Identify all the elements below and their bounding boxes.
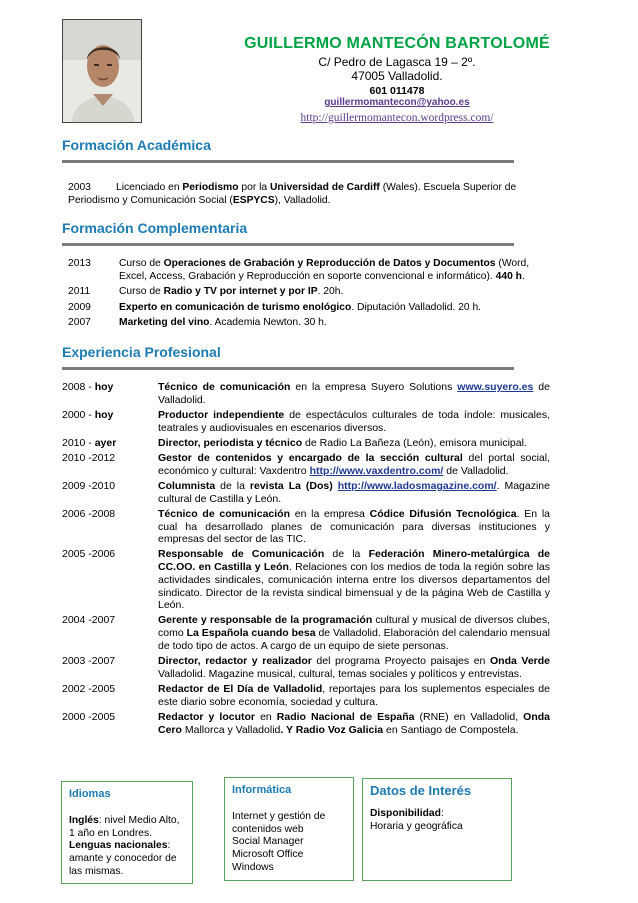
job-dates: 2009 -2010 (62, 479, 116, 492)
website-link[interactable]: http://guillermomantecon.wordpress.com/ (300, 111, 494, 124)
job-title: Gestor de contenidos y encargado de la sección cultural (158, 452, 463, 465)
text: de Radio La Bañeza (León), emisora municipal. (302, 436, 527, 449)
language-english (69, 815, 185, 841)
text: de Valladolid. Elaboración del calendario mensual de todo tipo de actos. A cargo de un equipo de siete personas. (158, 627, 551, 652)
interest-box (362, 778, 512, 881)
text: . Academia Newton. 30 h. (209, 317, 327, 329)
course-name: Operaciones de Grabación y Reproducción de Datos y Documentos (163, 258, 496, 269)
computing-title: Informática (232, 784, 292, 796)
list-item (68, 317, 550, 330)
text: : (440, 807, 444, 819)
text: ), Valladolid. (274, 194, 331, 206)
phone-number: 601 011478 (369, 84, 425, 97)
text: . Magazine cultural de Castilla y León. (158, 479, 550, 505)
job-text (158, 683, 550, 708)
job-text (158, 480, 550, 505)
text: . (521, 270, 525, 282)
job-dates (62, 437, 158, 450)
text: Curso de (119, 286, 164, 298)
text: Inglés (69, 814, 99, 826)
company-link[interactable]: http://www.vaxdentro.com/ (309, 464, 444, 477)
text: 2008 - (62, 381, 95, 393)
list-item (68, 286, 550, 299)
job-dates: 2003 -2007 (62, 655, 116, 668)
job-dates: 2010 -2012 (62, 452, 116, 465)
text: . En la cual ha desarrollado planes de comunicación para diversas instituciones y empresas del sector de las TIC. (158, 507, 550, 546)
address-line-2: 47005 Valladolid. (351, 68, 443, 83)
complementary-list (68, 258, 550, 333)
text: de Valladolid. (158, 381, 550, 406)
text: . Relaciones con los medios de toda la región sobre las actividades sindicales, comunicación interna entre los diversos departamentos del sindicato. Director de la revista sindical bimensual y de la página Web de Castilla y León. (158, 561, 550, 612)
job-title: Técnico de comunicación (158, 381, 291, 393)
list-item (62, 711, 550, 736)
list-item (62, 480, 550, 505)
text: Lenguas nacionales (69, 840, 168, 852)
text: en la empresa (290, 507, 370, 520)
course-name: Marketing del vino (119, 317, 210, 329)
text: en Santiago de Compostela. (383, 723, 519, 736)
academic-entry (68, 182, 550, 207)
text: Disponibilidad (370, 807, 441, 819)
text: de Valladolid. (443, 464, 509, 477)
list-item (62, 437, 550, 450)
job-title: Redactor de El Día de Valladolid (158, 682, 323, 695)
university: Universidad de Cardiff (269, 182, 380, 193)
job-title: Productor independiente (158, 408, 285, 421)
job-title: Técnico de comunicación (158, 507, 290, 520)
list-item (62, 614, 550, 652)
course-hours: 440 h (495, 270, 522, 282)
text: cultural y musical de diversos clubes, como (158, 614, 550, 640)
text: 2000 - (62, 408, 95, 421)
job-dates: 2006 -2008 (62, 507, 116, 520)
job-dates: 2004 -2007 (62, 614, 116, 627)
job-text (158, 508, 550, 546)
text: de espectáculos culturales de toda índole: musicales, teatrales y audiovisuales en escenarios diversos. (158, 408, 550, 434)
section-divider (62, 367, 514, 370)
interest-title: Datos de Interés (370, 783, 472, 798)
text: Mallorca y Valladolid (181, 723, 281, 736)
email-link[interactable]: guillermomantecon@yahoo.es (324, 97, 470, 109)
list-item (62, 683, 550, 708)
publication: revista La (Dos) (249, 479, 333, 492)
job-text (158, 711, 550, 736)
candidate-name: GUILLERMO MANTECÓN BARTOLOMÉ (244, 35, 550, 52)
course-year: 2009 (68, 301, 91, 313)
list-item (62, 655, 550, 680)
text: del programa Proyecto paisajes en (311, 655, 490, 668)
job-text (158, 655, 550, 680)
address-line-1: C/ Pedro de Lagasca 19 – 2º. (318, 54, 476, 69)
job-text (158, 548, 550, 612)
job-dates: 2000 -2005 (62, 710, 116, 723)
course-year: 2013 (68, 258, 91, 269)
text: en (255, 710, 277, 723)
text: (RNE) en Valladolid, (414, 710, 524, 723)
job-text (158, 437, 550, 450)
job-title: Director, redactor y realizador (158, 655, 312, 668)
text: en la empresa Suyero Solutions (290, 381, 458, 393)
company-link[interactable]: www.suyero.es (457, 381, 534, 393)
degree: Periodismo (182, 182, 239, 193)
job-text (158, 381, 550, 406)
language-national (69, 840, 185, 878)
course-text (119, 302, 550, 315)
course-year: 2011 (68, 286, 91, 298)
job-title: Columnista (158, 479, 216, 492)
job-dates (62, 409, 158, 434)
list-item (62, 381, 550, 406)
text: : nivel Medio Alto, 1 año en Londres. (69, 814, 180, 839)
computing-box (224, 777, 354, 881)
section-divider (62, 160, 514, 163)
text: del portal social, económico y cultural: Vaxdentro (158, 452, 550, 477)
text: Valladolid. Magazine musical, cultural, temas sociales y políticos y entrevistas. (158, 667, 522, 680)
text: (Wales). Escuela Superior de Periodismo y Comunicación Social ( (68, 182, 517, 206)
text: de la (324, 548, 369, 561)
text: (Word, Excel, Access, Grabación y Reproducción en soporte convencional e informático). (119, 258, 530, 282)
availability-value: Horaria y geográfica (370, 820, 463, 832)
computing-skill: Microsoft Office (232, 849, 304, 861)
section-title-complementary: Formación Complementaria (62, 220, 248, 236)
text: Licenciado en (116, 182, 183, 193)
computing-skill: Internet y gestión de contenidos web (232, 810, 326, 835)
text: : amante y conocedor de las mismas. (69, 840, 177, 877)
job-text (158, 614, 550, 652)
course-text (119, 286, 550, 299)
company-name: Radio Nacional de España (276, 710, 415, 723)
job-title: Director, periodista y técnico (158, 436, 303, 449)
list-item (62, 409, 550, 434)
experience-list (62, 381, 550, 739)
profile-photo (62, 19, 142, 123)
text: hoy (94, 381, 114, 393)
text: . 20h. (317, 286, 344, 298)
text: ayer (94, 436, 117, 449)
section-divider (62, 243, 514, 246)
company-name: . Y Radio Voz Galicia (280, 723, 384, 736)
text: . Diputación Valladolid. 20 h. (351, 301, 482, 313)
job-dates (62, 381, 158, 406)
text: 2010 - (62, 436, 95, 449)
course-name: Radio y TV por internet y por IP (163, 286, 318, 298)
job-title: Gerente y responsable de la programación (158, 614, 373, 627)
section-title-academic: Formación Académica (62, 137, 211, 153)
company-name: Onda Cero (158, 710, 550, 736)
computing-skill: Windows (232, 861, 274, 873)
text: Curso de (119, 258, 164, 269)
academic-year: 2003 (68, 182, 91, 193)
computing-skill: Social Manager (232, 836, 304, 848)
course-year: 2007 (68, 317, 91, 329)
course-name: Experto en comunicación de turismo enológico (119, 301, 352, 313)
contact-header (238, 35, 556, 124)
company-name: Federación Minero-metalúrgica de CC.OO. en Castilla y León (158, 548, 550, 574)
job-dates: 2002 -2005 (62, 682, 116, 695)
list-item (62, 452, 550, 477)
school: ESPYCS (232, 194, 275, 206)
job-title: Redactor y locutor (158, 710, 256, 723)
company-name: La Española cuando besa (186, 627, 316, 640)
text: hoy (94, 408, 114, 421)
course-text (119, 317, 550, 330)
company-link[interactable]: http://www.ladosmagazine.com/ (337, 479, 497, 492)
languages-box (61, 781, 193, 884)
profile-photo-image (63, 20, 142, 123)
languages-title: Idiomas (69, 788, 111, 800)
company-name: Códice Difusión Tecnológica (369, 507, 517, 520)
list-item (62, 508, 550, 546)
list-item (62, 548, 550, 612)
text: de la (215, 479, 250, 492)
list-item (68, 302, 550, 315)
job-text (158, 452, 550, 477)
availability-label (370, 808, 504, 821)
job-title: Responsable de Comunicación (158, 548, 325, 561)
text: , reportajes para los suplementos especiales de este diario sobre economía, sociedad y cultura. (158, 682, 550, 708)
course-text (119, 258, 550, 283)
job-dates: 2005 -2006 (62, 548, 116, 561)
section-title-experience: Experiencia Profesional (62, 344, 221, 360)
company-name: Onda Verde (489, 655, 551, 668)
list-item (68, 258, 550, 283)
job-text (158, 409, 550, 434)
text: por la (238, 182, 270, 193)
